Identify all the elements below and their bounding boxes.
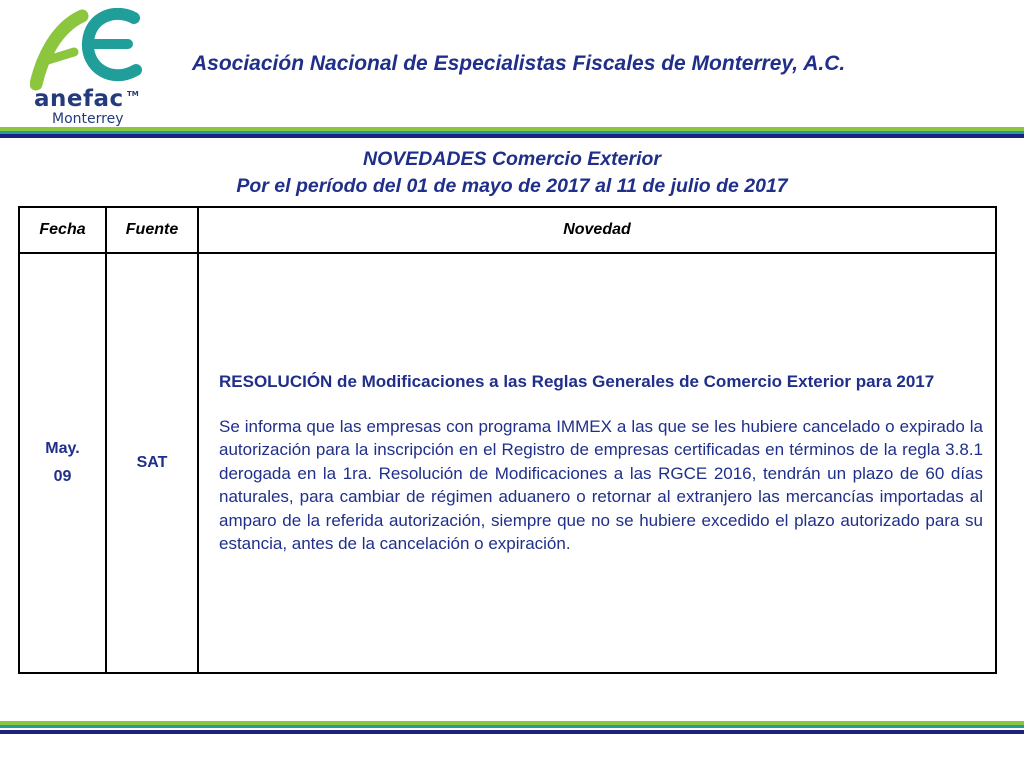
logo-city: Monterrey <box>52 111 124 127</box>
anefac-logo-mark-icon <box>30 8 148 94</box>
table-row <box>19 253 996 673</box>
fuente-cell: SAT <box>106 253 198 673</box>
novedades-table <box>18 206 997 674</box>
novedad-body: Se informa que las empresas con programa IMMEX a las que se les hubiere cancelado o expirado la autorización para la inscripción en el Registro de empresas certificadas en términos de la regla 3.8.1 derogada en la 1ra. Resolución de Modificaciones a las RGCE 2016, tendrán un plazo de 60 días naturales, para cambiar de régimen aduanero o retornar al extranjero las mercancías importadas al amparo de la referida autorización, siempre que no se hubiere excedido el plazo autorizado para su estancia, antes de la cancelación o expiración. <box>219 416 983 554</box>
header-fuente: Fuente <box>106 207 198 253</box>
bottom-band-teal <box>0 725 1024 728</box>
header-fecha: Fecha <box>19 207 106 253</box>
document-title: NOVEDADES Comercio Exterior <box>363 148 661 170</box>
logo-wordmark: anefac <box>34 86 124 112</box>
document-period: Por el período del 01 de mayo de 2017 al 11 de julio de 2017 <box>236 175 788 197</box>
header-novedad: Novedad <box>198 207 996 253</box>
bottom-band-navy <box>0 730 1024 734</box>
fecha-month: May. <box>45 440 80 457</box>
novedad-cell <box>198 253 996 673</box>
logo-trademark: TM <box>127 90 139 98</box>
novedad-title: RESOLUCIÓN de Modificaciones a las Reglas Generales de Comercio Exterior para 2017 <box>219 372 935 392</box>
fecha-cell <box>19 253 106 673</box>
table-header-row <box>19 207 996 253</box>
organization-title: Asociación Nacional de Especialistas Fiscales de Monterrey, A.C. <box>192 52 846 75</box>
top-band-navy <box>0 134 1024 138</box>
fecha-day: 09 <box>53 468 72 485</box>
